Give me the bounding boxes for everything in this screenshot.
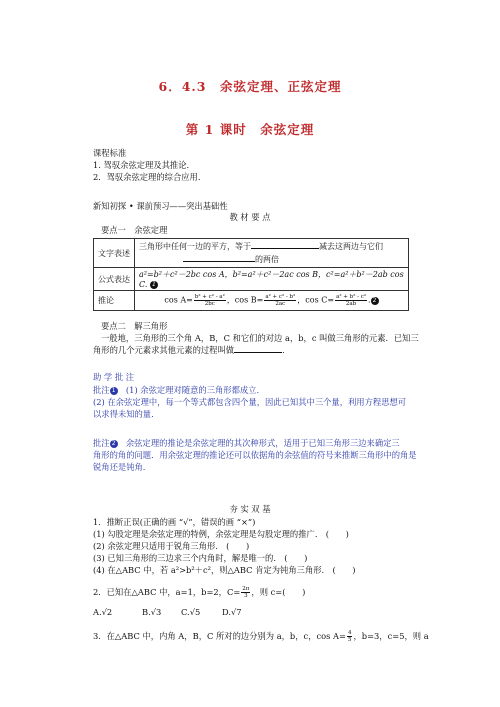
note1-line: 批注 1 (1) 余弦定理对随意的三角形都成立. [93,385,260,395]
cosC-label: ，cos C= [297,295,335,305]
note2-line: 锐角还是钝角. [93,462,146,472]
answer-option: B.√3 [142,607,162,617]
points-heading: 教 材 要 点 [229,212,271,222]
point1-label: 要点一 余弦定理 [101,225,168,235]
standard-item: 1. 驾驭余弦定理及其推论. [93,160,190,170]
row-head: 推论 [94,291,135,311]
table-row [94,268,409,291]
note-marker-icon: 2 [110,440,118,448]
note-marker-icon: 2 [371,297,379,305]
standard-item: 2．驾驭余弦定理的综合应用. [93,172,201,182]
point2-label: 要点二 解三角形 [101,321,168,331]
row-head: 文字表述 [94,239,135,268]
statement-cell [135,239,409,268]
table-row [94,239,409,268]
note1-line: (2) 在余弦定理中，每一个等式都包含四个量，因此已知其中三个量，利用方程思想可 [93,397,407,407]
cosB-label: ，cos B= [226,295,264,305]
cosB-fraction: $\frac{\text{a² + c² - b²}}{2ac}$ [265,294,296,307]
statement-text: 三角形中任何一边的平方，等于 [139,242,251,251]
formula-text: a²=b²＋c²－2bc cos A，b²=a²＋c²－2ac cos B，c²=a²＋b²－2ab cos C. [139,270,404,289]
cos-fraction: $\frac{4}{5}$ [347,630,352,643]
question-3: 3．在△ABC 中，内角 A，B，C 所对的边分别为 a，b，c，cos A= $\frac{4}{5}$ ，b=3，c=5，则 a [93,630,429,643]
formula-cell [135,268,409,291]
answer-option: A.√2 [93,607,113,617]
note2-line: 批注 2 余弦定理的推论是余弦定理的其次种形式，适用于已知三角形三边来确定三 [93,438,400,448]
statement-text-3: 的两倍 [255,255,279,264]
cosA-label: cos A= [164,295,193,305]
drill-heading: 夯 实 双 基 [229,504,271,514]
cosA-fraction: $\frac{\text{b² + c² - a²}}{2bc}$ [194,294,225,307]
question-item: (1) 勾股定理是余弦定理的特例，余弦定理是勾股定理的推广. ( ) [93,529,349,539]
question-2: 2．已知在△ABC 中，a=1，b=2，C= $\frac{2\pi}{3}$ ，则 c=( ) [93,586,306,599]
note-marker-icon: 1 [110,387,118,395]
blank-line [234,344,282,353]
table-row [94,291,409,311]
cosC-fraction: $\frac{\text{a² + b² - c²}}{2ab}$ [336,294,367,307]
note2-line: 角形的角的问题．用余弦定理的推论还可以依据角的余弦值的符号来推断三角形中的角是 [93,450,417,460]
cosine-law-table [93,238,409,311]
point2-line: 一般地，三角形的三个角 A，B，C 和它们的对边 a，b，c 叫做三角形的元素．已知三 [101,333,419,343]
blank-line [183,253,255,262]
corollary-cell: cos A= $\frac{\text{b² + c² - a²}}{2bc}$ ，cos B= $\frac{\text{a² + c² - b²}}{2ac}$ ，cos C= $\frac{\text{a² + b² - c²}}{2ab}$ . 2 [135,291,409,311]
answer-option: D.√7 [222,607,242,617]
preview-banner: 新知初探 • 课前预习——突出基础性 [93,201,228,211]
angle-fraction: $\frac{2\pi}{3}$ [242,586,250,599]
statement-text-2: 减去这两边与它们 [319,242,383,251]
question-item: (4) 在△ABC 中，若 a²>b²＋c²，则△ABC 肯定为钝角三角形. ( ) [93,565,356,575]
question-1: 1．推断正误(正确的画 “√”，错误的画 “×”) [93,517,256,527]
row-head: 公式表达 [94,268,135,291]
question-item: (3) 已知三角形的三边求三个内角时，解是唯一的. ( ) [93,553,308,563]
page-title: 6．4.3 余弦定理、正弦定理 [158,79,342,94]
blank-line [251,240,319,249]
note1-line: 以求得未知的量. [93,409,154,419]
note-marker-icon: 1 [150,281,158,289]
answer-option: C.√5 [181,607,201,617]
lesson-subtitle: 第 1 课时 余弦定理 [185,122,315,137]
standard-heading: 课程标准 [93,148,127,158]
assist-heading: 助 学 批 注 [93,372,135,382]
question-item: (2) 余弦定理只适用于锐角三角形. ( ) [93,541,250,551]
point2-line: 角形的几个元素求其他元素的过程叫做 ． [93,345,291,355]
